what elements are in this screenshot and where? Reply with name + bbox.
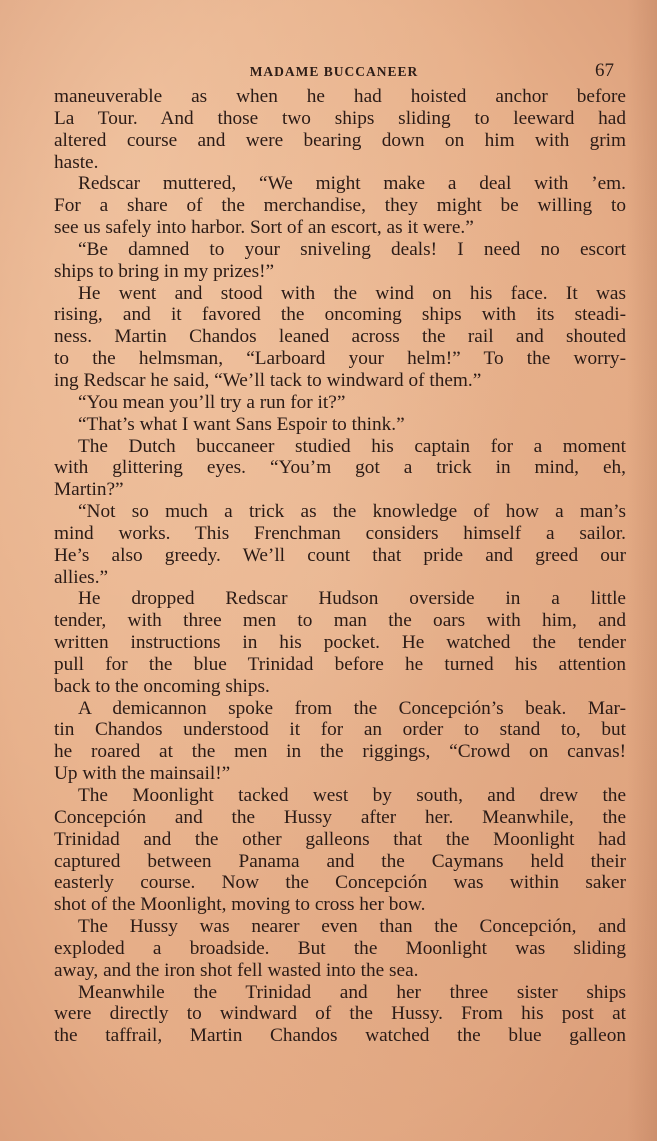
text-line: back to the oncoming ships. [54,675,270,697]
text-line: were directly to windward of the Hussy. From his post at [54,1003,626,1025]
text-line: A demicannon spoke from the Concepción’s beak. Mar- [78,697,626,719]
text-line: haste. [54,151,99,173]
text-line: to the helmsman, “Larboard your helm!” To the worry- [54,348,626,370]
text-line: The Moonlight tacked west by south, and drew the [78,785,626,806]
text-line: he roared at the men in the riggings, “Crowd on canvas! [54,741,626,763]
text-line: tin Chandos understood it for an order to stand to, but [54,719,626,741]
text-line: tender, with three men to man the oars with him, and [54,610,626,632]
page-edge-shadow [627,0,657,1141]
text-line: ness. Martin Chandos leaned across the rail and shouted [54,326,626,348]
text-line: easterly course. Now the Concepción was within saker [54,872,626,894]
body-text [54,86,626,1047]
text-line: The Dutch buccaneer studied his captain for a moment [78,435,626,457]
text-line: see us safely into harbor. Sort of an escort, as it were.” [54,217,474,239]
text-line: “Not so much a trick as the knowledge of how a man’s [78,501,626,523]
text-line: mind works. This Frenchman considers himself a sailor. [54,522,626,544]
text-line: “Be damned to your sniveling deals! I need no escort [78,238,626,260]
text-line: He dropped Redscar Hudson overside in a little [78,588,626,610]
text-line: the taffrail, Martin Chandos watched the blue galleon [54,1025,626,1047]
text-line: Trinidad and the other galleons that the Moonlight had [54,828,626,850]
text-line: Meanwhile the Trinidad and her three sister ships [78,981,626,1003]
text-line: ships to bring in my prizes!” [54,260,275,282]
text-line: captured between Panama and the Caymans held their [54,850,626,872]
text-line: Redscar muttered, “We might make a deal with ’em. [78,173,626,195]
text-line: He’s also greedy. We’ll count that pride and greed our [54,544,626,566]
text-line: allies.” [54,566,109,588]
text-line: Concepción and the Hussy after her. Meanwhile, the [54,806,626,828]
text-line: altered course and were bearing down on him with grim [54,129,626,151]
text-line: away, and the iron shot fell wasted into the sea. [54,959,419,981]
text-line: rising, and it favored the oncoming ships with its steadi- [54,304,626,326]
text-line: The Hussy was nearer even than the Concepción, and [78,916,626,938]
text-line: ing Redscar he said, “We’ll tack to windward of them.” [54,369,482,391]
text-line: written instructions in his pocket. He watched the tender [54,632,626,654]
text-line: “You mean you’ll try a run for it?” [78,391,346,413]
text-line: Martin?” [54,479,124,501]
page-number: 67 [595,60,614,81]
text-line: pull for the blue Trinidad before he turned his attention [54,653,626,675]
text-line: shot of the Moonlight, moving to cross her bow. [54,894,426,916]
text-line: La Tour. And those two ships sliding to leeward had [54,107,626,129]
text-line: with glittering eyes. “You’m got a trick in mind, eh, [54,457,626,479]
text-line: He went and stood with the wind on his face. It was [78,282,626,304]
text-line: “That’s what I want Sans Espoir to think.” [78,413,405,435]
text-line: exploded a broadside. But the Moonlight was sliding [54,937,626,959]
page-header [54,60,614,84]
text-line: maneuverable as when he had hoisted anchor before [54,86,626,107]
text-line: Up with the mainsail!” [54,763,231,785]
text-line: For a share of the merchandise, they might be willing to [54,195,626,217]
running-head: MADAME BUCCANEER [249,64,419,79]
